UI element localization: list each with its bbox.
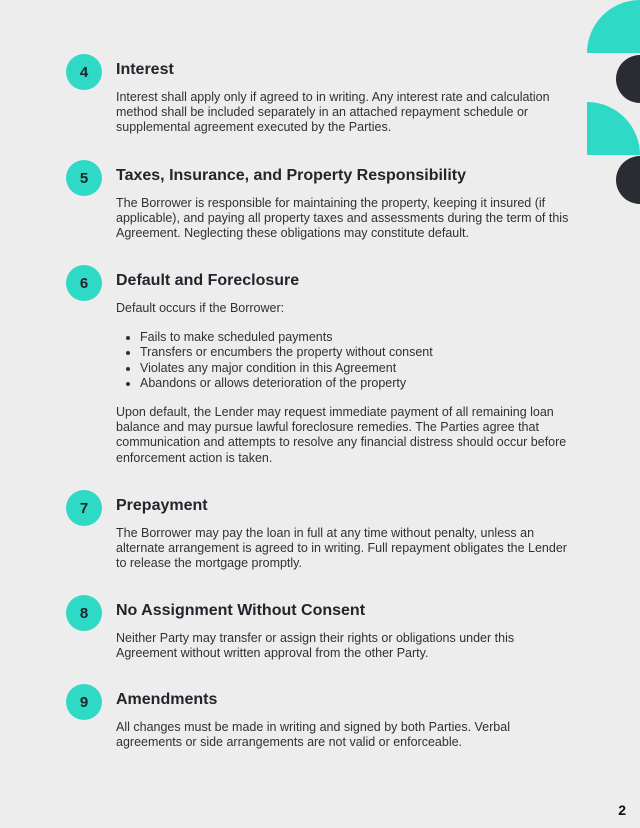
dark-circle-top	[616, 55, 640, 103]
section-paragraph: Upon default, the Lender may request immediate payment of all remaining loan balance and may pursue lawful foreclosure remedies. The Parties agree that communication and attempts to resolve any financial distress should occur before enforcement action is taken.	[116, 405, 567, 465]
section-intro: Default occurs if the Borrower:	[116, 301, 285, 315]
section-number-badge: 8	[66, 595, 102, 631]
teal-quarter-circle-bottom	[587, 102, 640, 155]
section-body	[116, 526, 576, 572]
list-item: • Abandons or allows deterioration of the property	[140, 376, 576, 391]
default-conditions-list	[116, 330, 576, 391]
section-paragraph: The Borrower is responsible for maintaining the property, keeping it insured (if applicable), and paying all property taxes and assessments during the term of this Agreement. Neglecting these obligations may constitute default.	[116, 196, 569, 241]
list-item: • Transfers or encumbers the property without consent	[140, 345, 576, 360]
section-title: Interest	[116, 61, 174, 78]
decorative-shapes	[580, 0, 640, 210]
dark-circle-bottom	[616, 156, 640, 204]
list-item: • Fails to make scheduled payments	[140, 330, 576, 345]
section-title: No Assignment Without Consent	[116, 602, 366, 619]
teal-quarter-circle-top	[587, 0, 640, 53]
section-title: Prepayment	[116, 497, 208, 514]
section-paragraph: The Borrower may pay the loan in full at any time without penalty, unless an alternate arrangement is agreed to in writing. Full repayment obligates the Lender to release the mortgage promptly.	[116, 526, 567, 571]
section-body	[116, 196, 576, 242]
section-number-badge: 6	[66, 265, 102, 301]
section-paragraph: Interest shall apply only if agreed to in writing. Any interest rate and calculation method shall be included separately in an attached repayment schedule or supplemental agreement executed by the Parties.	[116, 90, 550, 135]
page-number: 2	[618, 802, 626, 818]
section-body	[116, 631, 576, 661]
list-item: • Violates any major condition in this Agreement	[140, 361, 576, 376]
section-title: Default and Foreclosure	[116, 272, 300, 289]
section-title: Amendments	[116, 691, 218, 708]
section-body	[116, 720, 576, 750]
section-number-badge: 4	[66, 54, 102, 90]
section-number-badge: 5	[66, 160, 102, 196]
section-number-badge: 9	[66, 684, 102, 720]
section-paragraph: All changes must be made in writing and signed by both Parties. Verbal agreements or side arrangements are not valid or enforceable.	[116, 720, 510, 750]
section-title: Taxes, Insurance, and Property Responsibility	[116, 167, 467, 184]
section-body	[116, 301, 576, 466]
section-paragraph: Neither Party may transfer or assign their rights or obligations under this Agreement without written approval from the other Party.	[116, 631, 515, 661]
section-body	[116, 90, 576, 136]
section-number-badge: 7	[66, 490, 102, 526]
